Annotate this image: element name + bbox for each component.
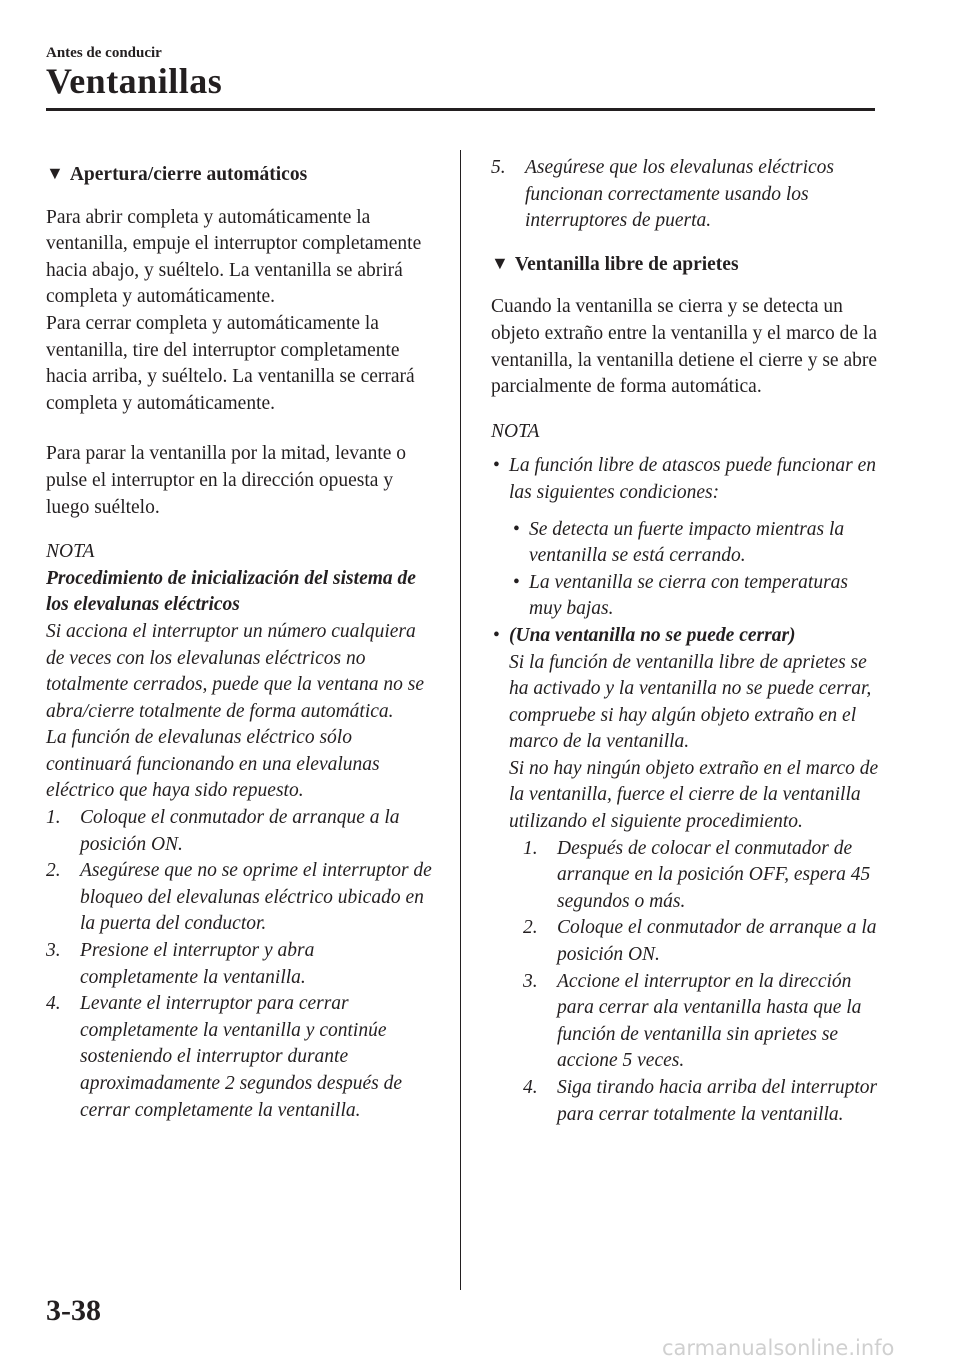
bullet-dot-icon: •	[513, 518, 520, 540]
page-number: 3-38	[46, 1294, 101, 1327]
page-title: Ventanillas	[46, 61, 223, 101]
note-sub-bullet: • La ventanilla se cierra con temperaturas muy bajas.	[513, 571, 848, 620]
bullet-dot-icon: •	[493, 455, 500, 477]
procedure-step: 5. Asegúrese que los elevalunas eléctricos funcionan correctamente usando los interruptores de puerta.	[491, 157, 835, 232]
column-divider	[460, 150, 461, 1290]
procedure-step: 4. Levante el interruptor para cerrar completamente la ventanilla y continúe sosteniendo el interruptor durante aproximadamente 2 segundos después de cerrar completamente la ventanilla.	[46, 993, 403, 1121]
paragraph: Para cerrar completa y automáticamente la ventanilla, tire del interruptor completamente hacia arriba, y suéltelo. La ventanilla se cerrará completa y automáticamente.	[46, 312, 415, 414]
section-heading: ▼ Apertura/cierre automáticos	[46, 161, 436, 189]
right-column	[491, 155, 883, 1128]
paragraph: Para abrir completa y automáticamente la ventanilla, empuje el interruptor completamente hacia abajo, y suéltelo. La ventanilla se abrirá completa y automáticamente.	[46, 206, 422, 308]
note-bullet: • (Una ventanilla no se puede cerrar) Si la función de ventanilla libre de aprietes se ha activado y la ventanilla no se puede cerrar, compruebe si hay algún objeto extraño en el marco de la ventanilla. Si no hay ningún objeto extraño en el marco de la ventanilla, fuerce el cierre de la ventanilla utilizando el siguiente procedimiento. 1. Después de colocar el conmutador de arranque en la posición OFF, espera 45 segundos o más. 2. Coloque el conmutador de arranque a la posición ON. 3. Accione el interruptor en la dirección para cerrar ala ventanilla hasta que la función de ventanilla sin aprietes se accione 5 veces. 4. Siga tirando hacia arriba del interruptor para cerrar totalmente la ventanilla.	[491, 623, 883, 1128]
left-column	[46, 155, 436, 1124]
triangle-bullet-icon: ▼	[46, 163, 64, 183]
note-paragraph: Si acciona el interruptor un número cualquiera de veces con los elevalunas eléctricos no totalmente cerrados, puede que la ventana no se abra/cierre totalmente de forma automática.	[46, 620, 424, 722]
header-rule	[46, 108, 875, 111]
bullet-dot-icon: •	[513, 571, 520, 593]
procedure-step: 2. Asegúrese que no se oprime el interruptor de bloqueo del elevalunas eléctrico ubicado en la puerta del conductor.	[46, 860, 432, 935]
note-paragraph: La función de elevalunas eléctrico sólo continuará funcionando en una elevalunas eléctrico que haya sido repuesto.	[46, 727, 380, 802]
procedure-step: 1. Después de colocar el conmutador de arranque en la posición OFF, espera 45 segundos o más.	[523, 837, 871, 912]
procedure-step: 2. Coloque el conmutador de arranque a la posición ON.	[523, 917, 877, 966]
procedure-step: 1. Coloque el conmutador de arranque a la posición ON.	[46, 807, 400, 855]
procedure-step: 4. Siga tirando hacia arriba del interruptor para cerrar totalmente la ventanilla.	[523, 1077, 878, 1125]
watermark: carmanualsonline.info	[662, 1336, 895, 1360]
note-label: NOTA	[491, 420, 540, 442]
paragraph: Cuando la ventanilla se cierra y se detecta un objeto extraño entre la ventanilla y el marco de la ventanilla, la ventanilla detiene el cierre y se abre parcialmente de forma automática.	[491, 296, 878, 398]
note-sub-bullet: • Se detecta un fuerte impacto mientras la ventanilla se está cerrando.	[513, 518, 845, 567]
paragraph: Para parar la ventanilla por la mitad, levante o pulse el interruptor en la dirección opuesta y luego suéltelo.	[46, 443, 407, 518]
section-label: Antes de conducir	[46, 45, 162, 61]
note-bullet: • La función libre de atascos puede funcionar en las siguientes condiciones:	[493, 455, 877, 503]
section-heading: ▼ Ventanilla libre de aprietes	[491, 251, 883, 279]
note-title: Procedimiento de inicialización del sistema de los elevalunas eléctricos	[46, 567, 416, 616]
note-label: NOTA	[46, 541, 95, 563]
bullet-dot-icon: •	[493, 624, 500, 646]
procedure-step: 3. Accione el interruptor en la dirección para cerrar ala ventanilla hasta que la función de ventanilla sin aprietes se accione 5 veces.	[523, 970, 862, 1072]
triangle-bullet-icon: ▼	[491, 252, 509, 273]
procedure-step: 3. Presione el interruptor y abra completamente la ventanilla.	[46, 940, 315, 988]
